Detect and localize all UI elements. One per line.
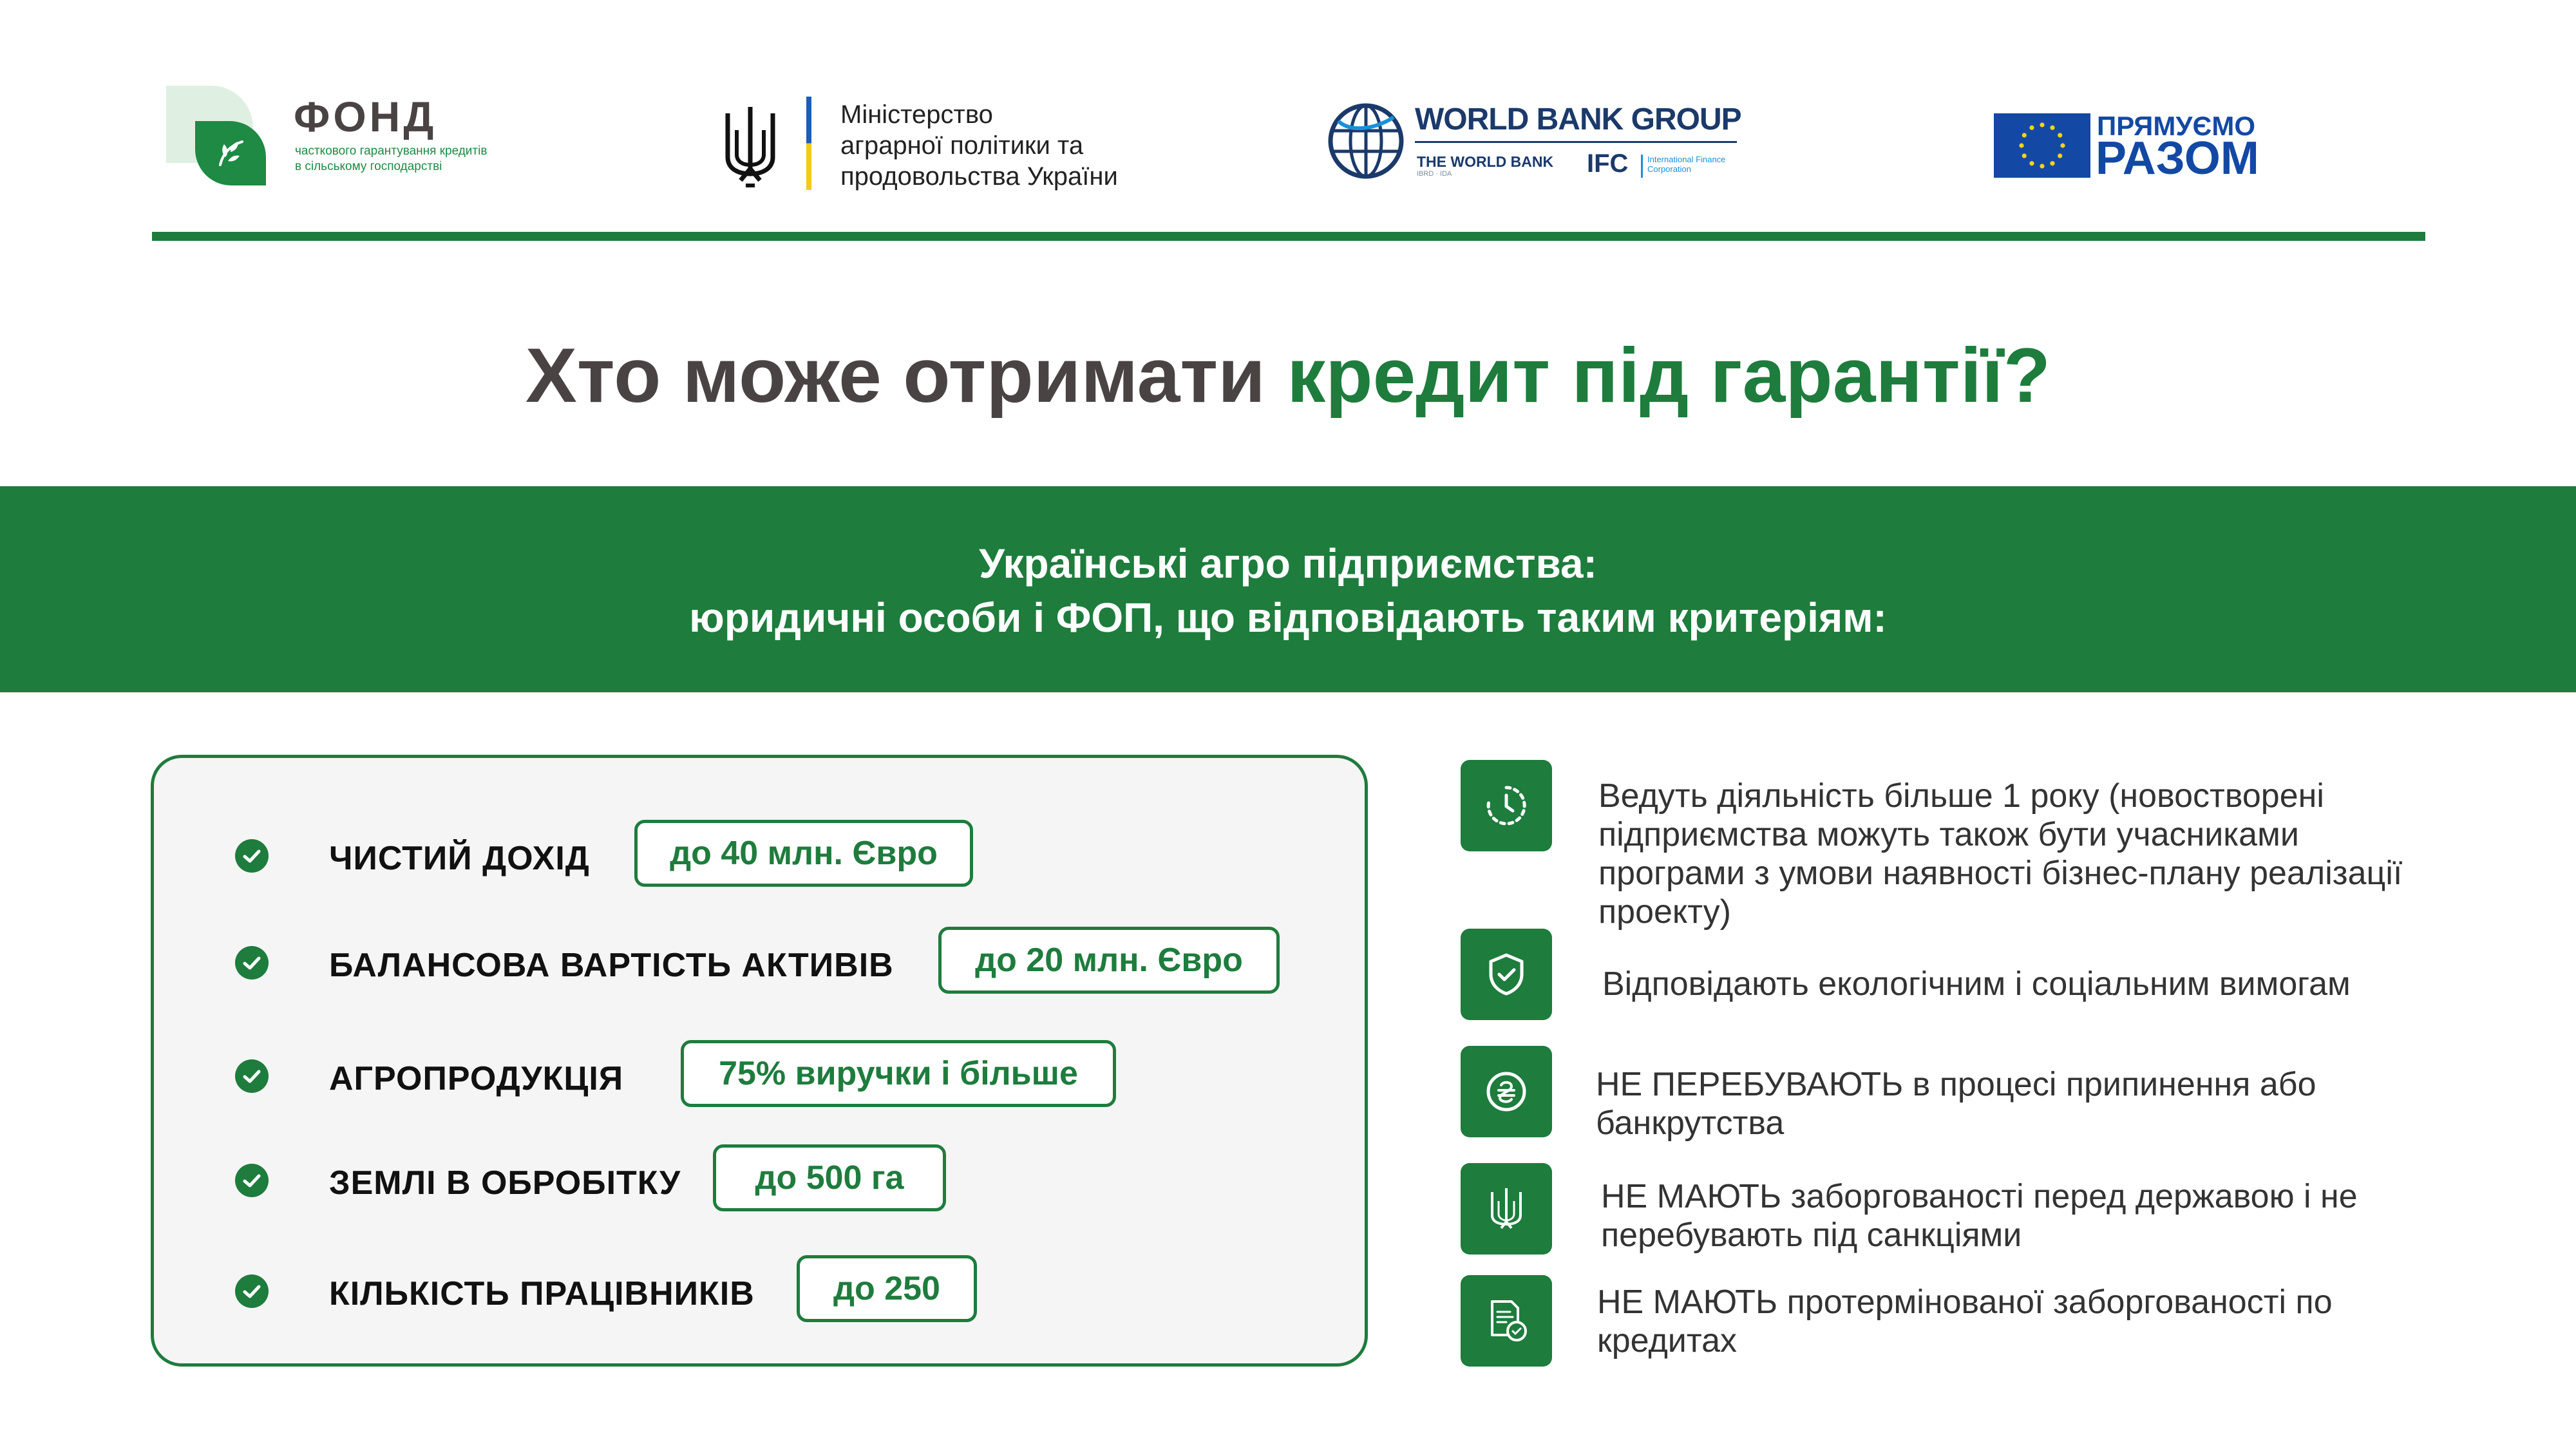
fond-subtitle-line: часткового гарантування кредитів bbox=[295, 144, 488, 158]
banner-line: юридичні особи і ФОП, що відповідають таким критеріям: bbox=[689, 594, 1887, 641]
document-check-icon bbox=[1461, 1275, 1552, 1367]
ministry-name-line: аграрної політики та bbox=[840, 131, 1084, 160]
hryvnia-coin-icon bbox=[1461, 1046, 1552, 1137]
criteria-value: до 20 млн. Євро bbox=[938, 927, 1280, 994]
leaf-icon bbox=[195, 121, 266, 185]
eu-star-icon bbox=[2050, 126, 2054, 130]
fond-subtitle-line: в сільському господарстві bbox=[295, 160, 442, 173]
eu-slogan-line1: ПРЯМУЄМО bbox=[2097, 111, 2255, 141]
eu-star-icon bbox=[2019, 143, 2023, 147]
eligibility-banner bbox=[0, 486, 2576, 692]
globe-icon bbox=[1327, 102, 1405, 180]
trident-icon bbox=[1461, 1163, 1552, 1255]
fond-title: ФОНД bbox=[294, 93, 437, 140]
world-bank-logo bbox=[1327, 102, 1752, 185]
banner-line: Українські агро підприємства: bbox=[979, 540, 1597, 587]
trident-icon bbox=[721, 104, 779, 188]
requirement-text: Відповідають екологічним і соціальним вимогам bbox=[1602, 965, 2351, 1003]
eu-flag-icon bbox=[1994, 113, 2090, 178]
criteria-value: до 40 млн. Євро bbox=[634, 820, 973, 887]
criteria-card bbox=[151, 755, 1368, 1367]
criteria-row bbox=[154, 1040, 1365, 1111]
criteria-row bbox=[154, 1144, 1365, 1215]
ministry-logo bbox=[721, 97, 1191, 200]
eu-star-icon bbox=[2058, 153, 2062, 158]
requirement-text: НЕ МАЮТЬ протермінованої заборгованості по кредитах bbox=[1597, 1283, 2333, 1359]
criteria-row bbox=[154, 927, 1365, 998]
header-divider bbox=[152, 232, 2425, 241]
ministry-name-line: продовольства України bbox=[840, 162, 1118, 191]
criteria-row bbox=[154, 820, 1365, 891]
ministry-name-line: Міністерство bbox=[840, 100, 993, 129]
criteria-row bbox=[154, 1255, 1365, 1326]
eu-star-icon bbox=[2058, 133, 2062, 137]
criteria-label: ЗЕМЛІ В ОБРОБІТКУ bbox=[329, 1164, 681, 1202]
ministry-name bbox=[840, 99, 1118, 192]
requirement-text: НЕ ПЕРЕБУВАЮТЬ в процесі припинення або банкрутства bbox=[1596, 1066, 2316, 1142]
fond-subtitle bbox=[295, 144, 565, 175]
criteria-label: КІЛЬКІСТЬ ПРАЦІВНИКІВ bbox=[329, 1275, 755, 1312]
eu-star-icon bbox=[2029, 161, 2034, 166]
divider bbox=[1415, 141, 1737, 143]
eu-star-icon bbox=[2022, 133, 2027, 137]
page-title-accent: кредит під гарантії? bbox=[1287, 332, 2051, 419]
criteria-label: ЧИСТИЙ ДОХІД bbox=[329, 840, 590, 877]
eu-star-icon bbox=[2029, 126, 2034, 130]
world-bank-tiny: IBRD · IDA bbox=[1417, 170, 1452, 178]
eu-slogan-line2: РАЗОМ bbox=[2096, 133, 2259, 184]
page-title-part: Хто може отримати bbox=[525, 332, 1287, 419]
eu-star-icon bbox=[2040, 164, 2044, 168]
requirement-text: Ведуть діяльність більше 1 року (новостворені підприємства можуть також бути учасниками програми з умови наявності бізнес-плану реалізації проекту) bbox=[1598, 777, 2403, 931]
world-bank-subtitle: THE WORLD BANK bbox=[1417, 153, 1554, 170]
ifc-name: International Finance Corporation bbox=[1647, 155, 1726, 174]
check-circle-icon bbox=[235, 1274, 269, 1308]
ifc-mark: IFC bbox=[1587, 149, 1629, 178]
eu-logo bbox=[1994, 111, 2271, 184]
check-circle-icon bbox=[235, 1059, 269, 1093]
divider bbox=[1641, 155, 1643, 178]
criteria-label: АГРОПРОДУКЦІЯ bbox=[329, 1060, 624, 1097]
ukraine-flag-bar bbox=[806, 97, 811, 190]
criteria-value: до 500 га bbox=[713, 1144, 946, 1211]
criteria-label: БАЛАНСОВА ВАРТІСТЬ АКТИВІВ bbox=[329, 947, 894, 984]
fond-logo bbox=[166, 86, 553, 185]
check-circle-icon bbox=[235, 946, 269, 980]
clock-icon bbox=[1461, 760, 1552, 851]
check-circle-icon bbox=[235, 839, 269, 873]
eu-star-icon bbox=[2060, 143, 2065, 147]
criteria-value: 75% виручки і більше bbox=[681, 1040, 1116, 1107]
check-circle-icon bbox=[235, 1164, 269, 1197]
eu-star-icon bbox=[2022, 153, 2027, 158]
eu-star-icon bbox=[2050, 161, 2054, 166]
eu-star-icon bbox=[2040, 122, 2044, 127]
world-bank-title: WORLD BANK GROUP bbox=[1415, 102, 1741, 137]
criteria-value: до 250 bbox=[797, 1255, 977, 1322]
page-title bbox=[0, 331, 2576, 420]
requirement-text: НЕ МАЮТЬ заборгованості перед державою і не перебувають під санкціями bbox=[1601, 1178, 2358, 1254]
shield-check-icon bbox=[1461, 929, 1552, 1020]
